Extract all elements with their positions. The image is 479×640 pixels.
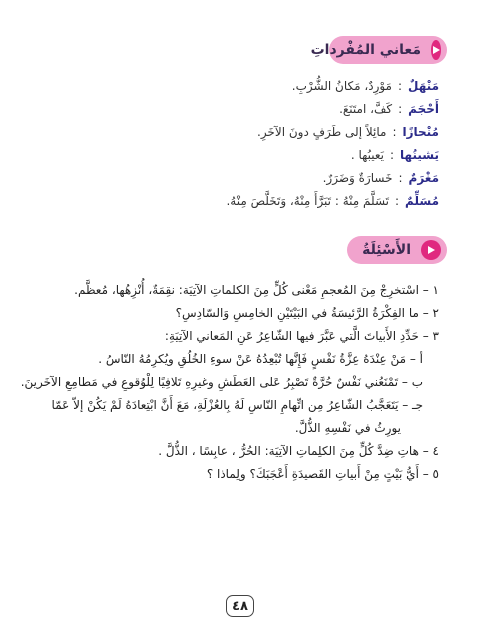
vocab-meaning: خَسارَةٌ وَضَرَرٌ. xyxy=(322,170,393,185)
question-item: ٣ – حَدِّدِ الأَبياتَ الَّتي عَبَّرَ فيها الشّاعِرُ عَنِ المَعاني الآتِيَةِ: xyxy=(164,328,439,343)
vocab-section-header xyxy=(310,36,447,64)
vocab-meaning: مائِلاً إلى طَرَفٍ دونَ الآخَرِ. xyxy=(257,124,387,139)
questions-list xyxy=(19,278,439,485)
vocab-meaning: مَوْرِدٌ، مَكانُ الشُّرْبِ. xyxy=(291,78,392,93)
play-icon xyxy=(421,240,441,260)
questions-section-header xyxy=(347,236,447,264)
vocab-item: مُنْحازًا : مائِلاً إلى طَرَفٍ دونَ الآخَرِ. xyxy=(257,124,439,139)
vocab-meaning: تَسَلَّمَ مِنْهُ : تَبَرَّأَ مِنْهُ، وَتَخَلَّصَ مِنْهُ. xyxy=(226,193,389,208)
question-item: ٥ – أَيُّ بَيْتٍ مِنْ أَبياتِ القَصيدَةِ أَعْجَبَكَ؟ ولِماذا ؟ xyxy=(206,466,439,481)
vocab-meaning: يَعيبُها . xyxy=(350,147,384,162)
question-item: ٤ – هاتِ ضِدَّ كُلٍّ مِنَ الكلِماتِ الآتِيَة: الحُرُّ ، عابِسًا ، الذُّلَّ . xyxy=(158,443,439,458)
vocab-item: يَشينُها : يَعيبُها . xyxy=(350,147,439,162)
vocab-word: يَشينُها xyxy=(400,147,439,162)
vocab-item: مَغْرَمٌ : خَسارَةٌ وَضَرَرٌ. xyxy=(322,170,439,185)
question-subitem: ب – تَمْنَعُني نَفْسٌ حُرَّةٌ تَصْبِرُ عَلى العَطَشِ وغيرِهِ تَلافِيًا لِلْوُقوعِ في مَطامِعِ الآخَرينَ. xyxy=(20,374,423,389)
vocab-section-title: مَعاني المُفْرداتِ xyxy=(310,42,421,58)
questions-section-title: الأَسْئِلَةُ xyxy=(362,242,411,258)
vocab-item: مَنْهَلٌ : مَوْرِدٌ، مَكانُ الشُّرْبِ. xyxy=(291,78,439,93)
vocab-item: مُسَلِّمٌ : تَسَلَّمَ مِنْهُ : تَبَرَّأَ مِنْهُ، وَتَخَلَّصَ مِنْهُ. xyxy=(226,193,439,208)
play-icon xyxy=(431,40,441,60)
vocab-meaning: كَفَّ، امتَنَعَ. xyxy=(339,101,393,116)
vocab-word: مَنْهَلٌ xyxy=(408,78,439,93)
question-subitem: جـ – يَتَعَجَّبُ الشّاعِرُ مِن اتِّهامِ النّاسِ لَهُ بِالعُزْلَةِ، مَعَ أَنَّ ابْتِعادَهُ لَمْ يَكُنْ إلاّ عَمّا xyxy=(51,397,423,412)
vocab-word: أَحْجَمَ xyxy=(408,101,439,116)
page-number: ٤٨ xyxy=(226,595,254,617)
question-subitem-continuation: يورِثُ في نَفْسِهِ الذُّلَّ. xyxy=(294,420,401,435)
vocab-item: أَحْجَمَ : كَفَّ، امتَنَعَ. xyxy=(339,101,439,116)
question-subitem: أ – مَنْ عِنْدَهُ عِزَّةُ نَفْسٍ فَإِنَّها تُبْعِدُهُ عَنْ سوءِ الخُلُقِ ويُكرِمُهُ النّاسُ . xyxy=(98,351,423,366)
question-item: ٢ – ما الفِكْرَةُ الرَّئيسَةُ في البَيْتَيْنِ الخامِسِ وَالسّادِسِ؟ xyxy=(175,305,439,320)
vocab-word: مُسَلِّمٌ xyxy=(405,193,439,208)
vocab-word: مُنْحازًا xyxy=(402,124,439,139)
question-item: ١ – اسْتخرِجْ مِنَ المُعجمِ مَعْنى كُلٍّ مِنَ الكلماتِ الآتِيَة: نقِمَةٌ، أُنْزِهُها، مُعظَّم. xyxy=(74,282,439,297)
vocab-word: مَغْرَمٌ xyxy=(408,170,439,185)
vocab-list xyxy=(39,74,439,212)
